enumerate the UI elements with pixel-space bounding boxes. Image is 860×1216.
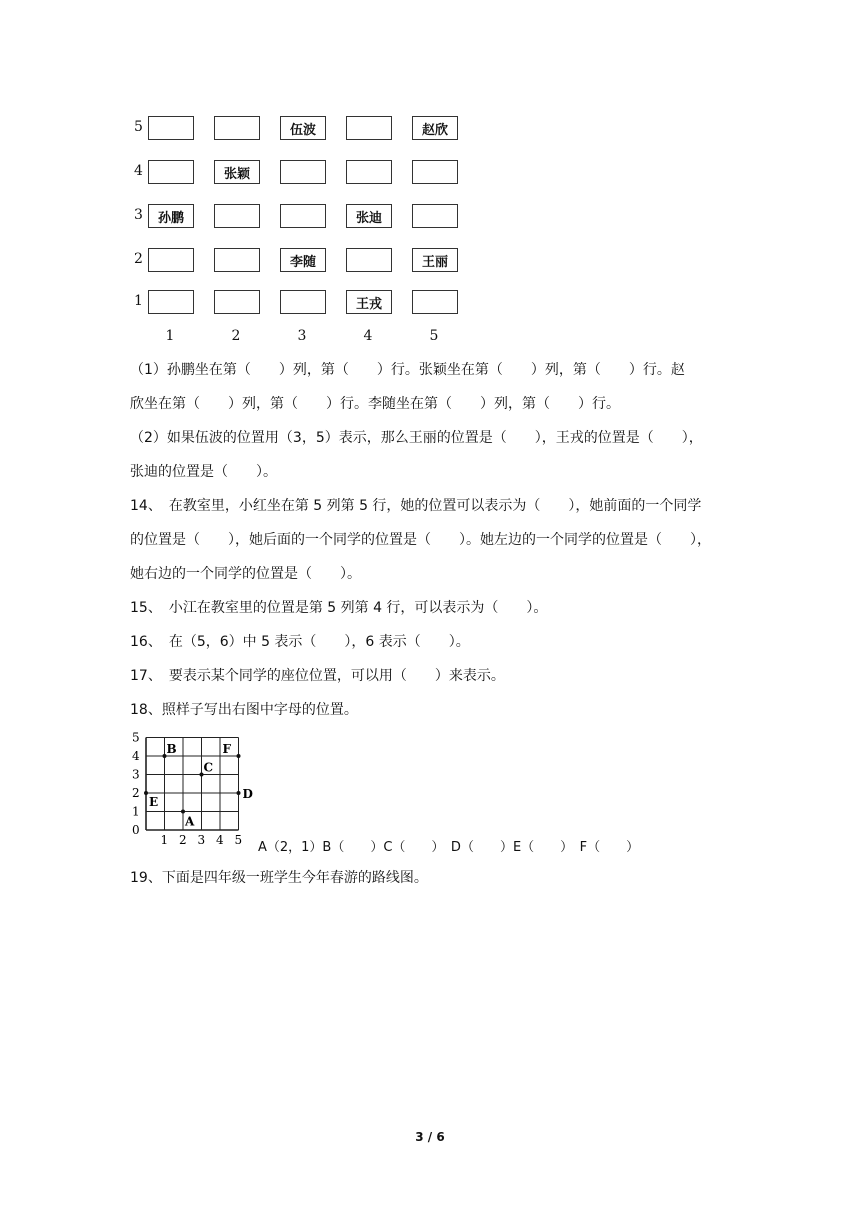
y-tick-label: 4 <box>132 749 140 763</box>
grid-point <box>237 791 241 795</box>
row-label: 2 <box>134 251 143 267</box>
question-15: 15、 小江在教室里的位置是第 5 列第 4 行，可以表示为（ ）。 <box>130 600 548 616</box>
x-tick-label: 2 <box>179 833 187 847</box>
seat-box <box>412 204 458 228</box>
seat-box <box>148 248 194 272</box>
x-tick-label: 1 <box>160 833 169 847</box>
y-tick-label: 1 <box>132 804 140 819</box>
y-tick-label: 3 <box>132 767 140 782</box>
seat-box <box>214 248 260 272</box>
seating-chart <box>128 108 488 348</box>
seat-box: 王丽 <box>412 248 458 272</box>
seat-box <box>280 290 326 314</box>
question-14-line-1: 14、 在教室里，小红坐在第 5 列第 5 行，她的位置可以表示为（ ），她前面的一个同学 <box>130 498 702 514</box>
y-tick-label: 2 <box>132 786 140 800</box>
seat-box <box>280 204 326 228</box>
x-tick-label: 5 <box>234 833 243 847</box>
seat-box <box>148 116 194 140</box>
question-13-part-1-line-1: （1）孙鹏坐在第（ ）列，第（ ）行。张颖坐在第（ ）列，第（ ）行。赵 <box>130 362 685 378</box>
column-label: 4 <box>363 328 373 344</box>
seat-box: 李随 <box>280 248 326 272</box>
seat-box: 王戎 <box>346 290 392 314</box>
seat-box: 张颖 <box>214 160 260 184</box>
question-18: 18、照样子写出右图中字母的位置。 <box>130 702 358 718</box>
column-label: 3 <box>297 328 307 344</box>
seat-box <box>148 290 194 314</box>
seat-box <box>280 160 326 184</box>
column-label: 5 <box>429 328 439 344</box>
column-label: 1 <box>165 328 175 344</box>
seat-box <box>214 290 260 314</box>
question-19: 19、下面是四年级一班学生今年春游的路线图。 <box>130 870 428 886</box>
page-number: 3 / 6 <box>415 1130 445 1144</box>
seat-box <box>214 116 260 140</box>
point-letter: C <box>203 760 214 775</box>
point-letter: E <box>149 795 159 809</box>
question-18-answers: A（2，1）B（ ）C（ ） D（ ）E（ ） F（ ） <box>258 840 640 855</box>
grid-point <box>237 754 241 758</box>
seat-box: 赵欣 <box>412 116 458 140</box>
row-label: 5 <box>134 119 143 135</box>
point-letter: A <box>185 814 195 829</box>
question-16: 16、 在（5，6）中 5 表示（ ），6 表示（ ）。 <box>130 634 470 650</box>
seat-box <box>346 160 392 184</box>
point-letter: B <box>166 742 177 756</box>
question-14-line-3: 她右边的一个同学的位置是（ ）。 <box>130 566 361 582</box>
question-13-part-1-line-2: 欣坐在第（ ）列，第（ ）行。李随坐在第（ ）列，第（ ）行。 <box>130 396 620 412</box>
y-tick-label: 5 <box>132 732 140 745</box>
point-letter: D <box>242 787 253 801</box>
question-13-part-2-line-2: 张迪的位置是（ ）。 <box>130 464 277 480</box>
seat-box: 伍波 <box>280 116 326 140</box>
seat-box <box>346 248 392 272</box>
row-label: 3 <box>134 207 143 223</box>
seat-box <box>148 160 194 184</box>
grid-point <box>144 791 148 795</box>
seat-box <box>412 290 458 314</box>
question-17: 17、 要表示某个同学的座位位置，可以用（ ）来表示。 <box>130 668 505 684</box>
seat-box: 张迪 <box>346 204 392 228</box>
seat-box <box>346 116 392 140</box>
seat-box <box>214 204 260 228</box>
row-label: 1 <box>134 293 143 309</box>
x-tick-label: 4 <box>216 833 224 847</box>
question-13-part-2-line-1: （2）如果伍波的位置用（3，5）表示，那么王丽的位置是（ ），王戎的位置是（ ）， <box>130 430 703 446</box>
seat-box <box>412 160 458 184</box>
question-14-line-2: 的位置是（ ），她后面的一个同学的位置是（ ）。她左边的一个同学的位置是（ ）， <box>130 532 711 548</box>
grid-point <box>181 810 185 814</box>
x-tick-label: 3 <box>197 833 206 847</box>
letter-coordinate-grid <box>128 732 258 850</box>
row-label: 4 <box>134 163 143 179</box>
seat-box: 孙鹏 <box>148 204 194 228</box>
y-tick-label: 0 <box>132 823 140 837</box>
column-label: 2 <box>231 328 241 344</box>
point-letter: F <box>222 742 232 756</box>
